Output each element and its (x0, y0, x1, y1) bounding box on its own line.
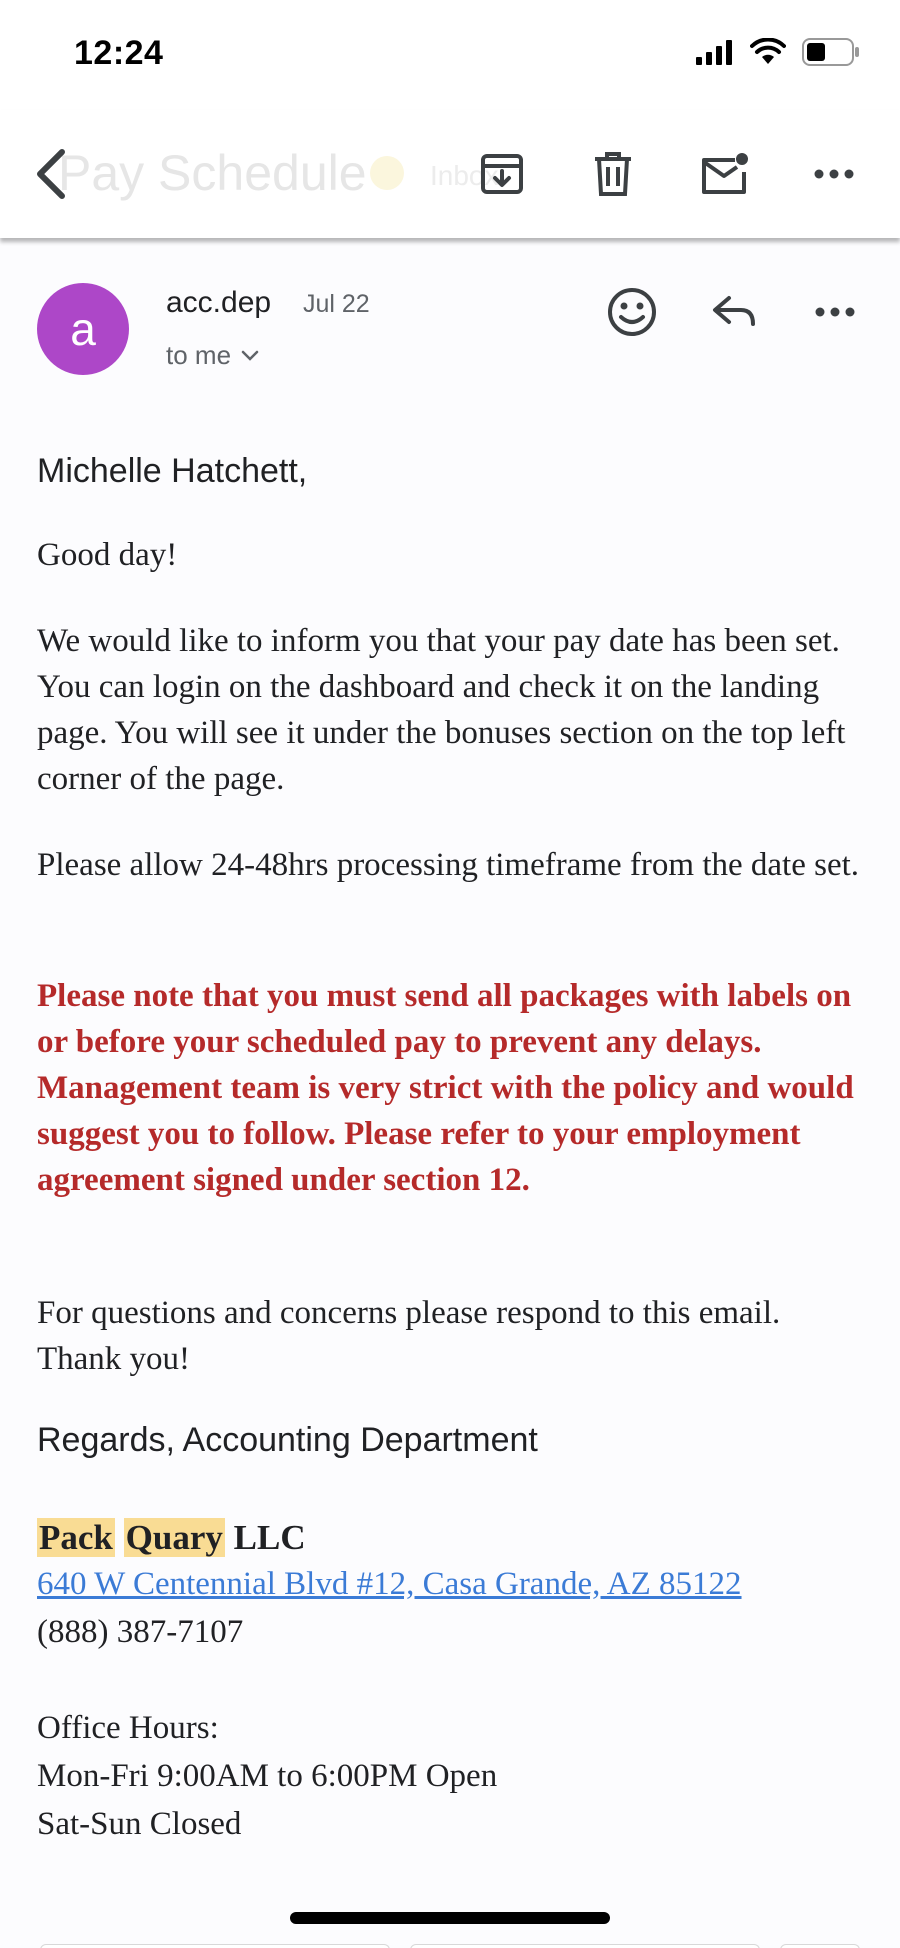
message-toolbar (0, 110, 900, 238)
greeting-name: Michelle Hatchett, (37, 452, 308, 490)
address-link[interactable]: 640 W Centennial Blvd #12, Casa Grande, AZ 85122 (37, 1566, 742, 1602)
battery-icon (802, 38, 860, 66)
reply-icon (711, 294, 757, 330)
status-bar (0, 0, 900, 110)
salutation: Good day! (37, 537, 178, 573)
office-hours-label: Office Hours: (37, 1710, 219, 1746)
delete-icon (593, 151, 633, 197)
back-icon (32, 148, 72, 200)
highlighted-word: Pack (39, 1518, 113, 1557)
closing-paragraph: For questions and concerns please respond to this email. Thank you! (37, 1295, 781, 1377)
mark-unread-icon (699, 152, 749, 196)
sender-avatar[interactable]: a (37, 283, 129, 375)
sender-name[interactable]: acc.dep (166, 286, 272, 319)
warning-paragraph: Please note that you must send all packages with labels on or before your scheduled pay to prevent any delays. Management team is very strict with the policy and would suggest you to follow. Please refer to your employment agreement signed under section 12. (37, 978, 854, 1198)
bottom-action-edge (410, 1944, 760, 1948)
cellular-signal-icon (696, 39, 734, 65)
bottom-action-edge (40, 1944, 390, 1948)
weekday-hours: Mon-Fri 9:00AM to 6:00PM Open (37, 1758, 498, 1794)
emoji-reaction-icon (607, 287, 657, 337)
body-paragraph: Please allow 24-48hrs processing timeframe from the date set. (37, 847, 860, 883)
highlighted-word: Quary (125, 1518, 223, 1557)
message-more-button[interactable] (803, 280, 867, 344)
delete-button[interactable] (583, 144, 643, 204)
status-time: 12:24 (74, 34, 164, 72)
home-indicator[interactable] (290, 1912, 610, 1924)
more-icon (814, 169, 854, 179)
mark-unread-button[interactable] (694, 144, 754, 204)
important-marker-icon (370, 156, 404, 190)
add-reaction-button[interactable] (600, 280, 664, 344)
company-suffix: LLC (233, 1518, 306, 1557)
weekend-hours: Sat-Sun Closed (37, 1806, 242, 1842)
recipient-details-toggle[interactable] (166, 340, 259, 371)
archive-icon (480, 152, 524, 196)
recipient-label: to me (166, 340, 232, 370)
chevron-down-icon (241, 350, 259, 362)
archive-button[interactable] (472, 144, 532, 204)
regards-line: Regards, Accounting Department (37, 1421, 538, 1459)
body-paragraph: We would like to inform you that your pay date has been set. You can login on the dashboard and check it on the landing page. You will see it under the bonuses section on the top left corner of the page. (37, 623, 846, 797)
status-icons (696, 38, 860, 66)
more-icon (815, 307, 855, 317)
bottom-action-edge (780, 1944, 860, 1948)
wifi-icon (750, 38, 786, 66)
phone-number[interactable]: (888) 387-7107 (37, 1614, 244, 1650)
back-button[interactable] (22, 144, 82, 204)
reply-button[interactable] (702, 280, 766, 344)
inbox-label: Inbox (430, 160, 499, 191)
subject-title: Pay Schedule (58, 145, 367, 201)
message-date: Jul 22 (303, 290, 370, 318)
company-name (37, 1518, 306, 1558)
more-options-button[interactable] (804, 144, 864, 204)
